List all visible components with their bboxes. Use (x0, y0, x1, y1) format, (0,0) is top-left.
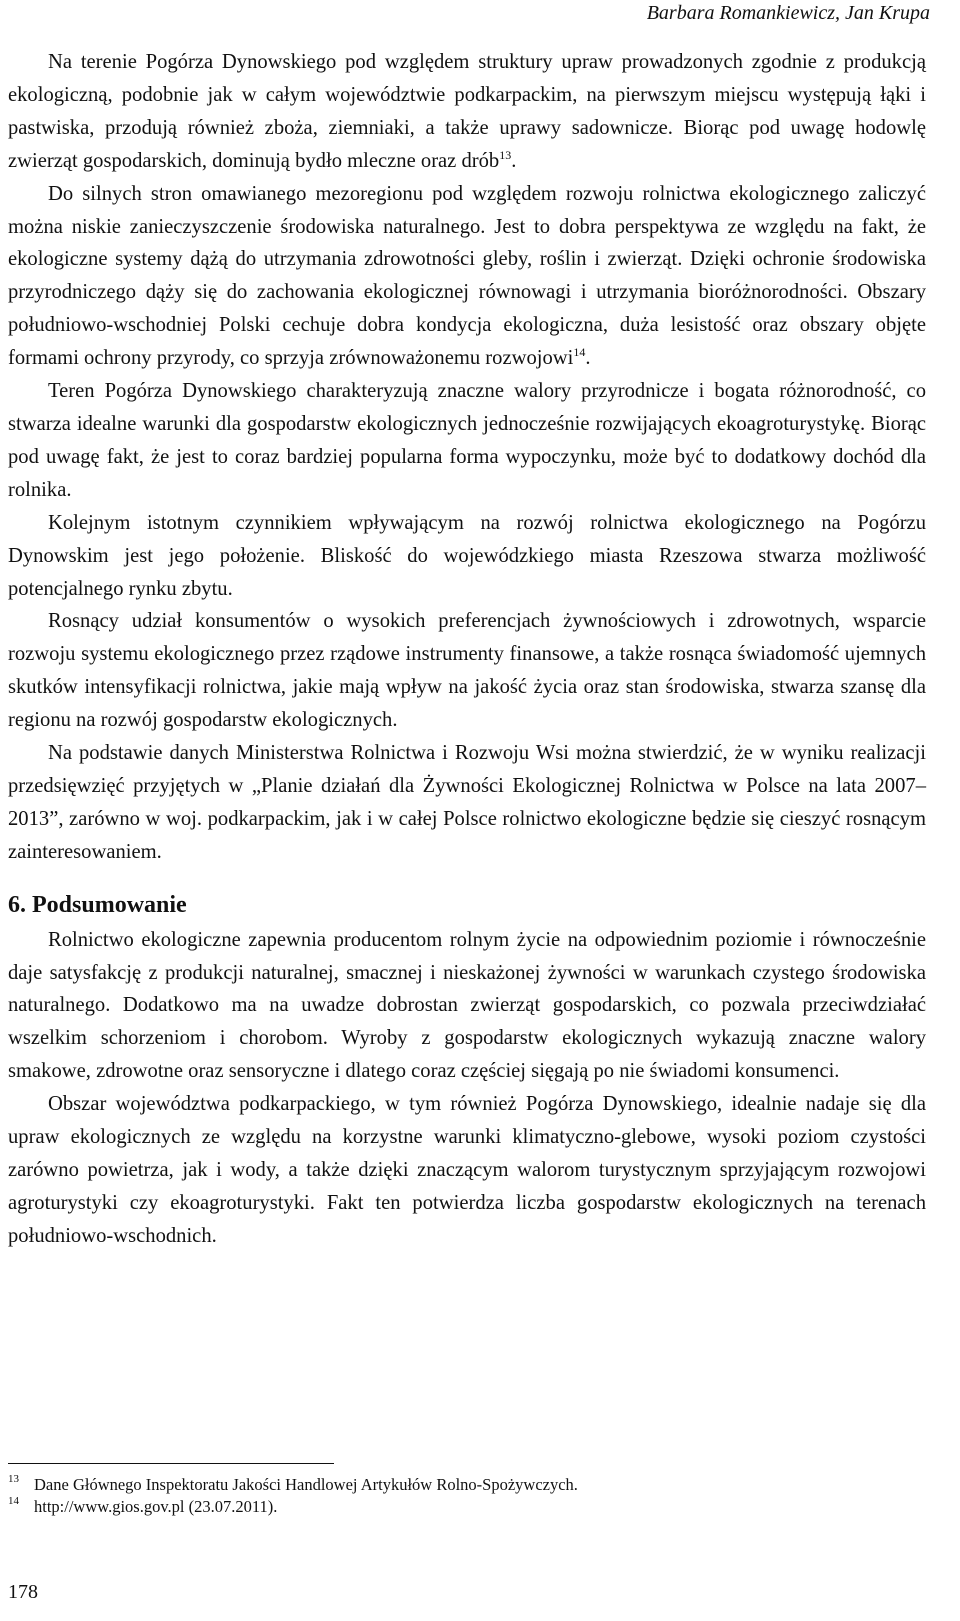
section-number: 6. (8, 891, 26, 918)
paragraph-text: Na terenie Pogórza Dynowskiego pod względem struktury upraw prowadzonych zgodnie z produkcją ekologiczną, podobnie jak w całym województwie podkarpackim, na pierwszym miejscu występują łąki i pastwiska, przodują również zboża, ziemniaki, a także uprawy sadownicze. Biorąc pod uwagę hodowlę zwierząt gospodarskich, dominują bydło mleczne oraz drób (8, 51, 926, 172)
paragraph: Kolejnym istotnym czynnikiem wpływającym na rozwój rolnictwa ekologicznego na Pogórzu Dynowskim jest jego położenie. Bliskość do wojewódzkiego miasta Rzeszowa stwarza możliwość potencjalnego rynku zbytu. (8, 511, 926, 600)
footnote-ref-13[interactable]: 13 (499, 147, 512, 162)
paragraph (8, 178, 926, 375)
footnote-link[interactable]: http://www.gios.gov.pl (23.07.2011). (34, 1497, 278, 1516)
paragraph: Rolnictwo ekologiczne zapewnia producentom rolnym życie na odpowiednim poziomie i równocześnie daje satysfakcję z produkcji naturalnej, smacznej i nieskażonej żywności w warunkach czystego środowiska naturalnego. Dodatkowo ma na uwadze dobrostan zwierząt gospodarskich, co pozwala przeciwdziałać wszelkim schorzeniom i chorobom. Wyroby z gospodarstw ekologicznych wykazują znaczne walory smakowe, zdrowotne oraz sensoryczne i dlatego coraz częściej sięgają po nie świadomi konsumenci. (8, 928, 926, 1083)
footnote-number: 14 (8, 1495, 19, 1507)
footnote-ref-14[interactable]: 14 (573, 345, 586, 360)
article-body (8, 46, 926, 1253)
paragraph: Rosnący udział konsumentów o wysokich preferencjach żywnościowych i zdrowotnych, wsparcie rozwoju systemu ekologicznego przez rządowe instrumenty finansowe, a także rosnąca świadomość ujemnych skutków intensyfikacji rolnictwa, jakie mają wpływ na jakość życia oraz stan środowiska, stwarza szansę dla regionu na rozwój gospodarstw ekologicznych. (8, 610, 926, 732)
paragraph-text-end: . (585, 347, 591, 370)
paragraph-text-end: . (511, 149, 517, 172)
paragraph: Obszar województwa podkarpackiego, w tym również Pogórza Dynowskiego, idealnie nadaje się dla upraw ekologicznych ze względu na korzystne warunki klimatyczno-glebowe, wysoki poziom czystości zarówno powietrza, jak i wody, a także dzięki znaczącym walorom turystycznym sprzyjającym rozwojowi agroturystyki czy ekoagroturystyki. Fakt ten potwierdza liczba gospodarstw ekologicznych na terenach południowo-wschodnich. (8, 1093, 926, 1247)
section-title: Podsumowanie (32, 891, 187, 918)
footnote-13 (8, 1474, 926, 1496)
section-heading (8, 889, 926, 921)
paragraph: Na podstawie danych Ministerstwa Rolnictwa i Rozwoju Wsi można stwierdzić, że w wyniku realizacji przedsięwzięć przyjętych w „Planie działań dla Żywności Ekologicznej Rolnictwa w Polsce na lata 2007–2013”, zarówno w woj. podkarpackim, jak i w całej Polsce rolnictwo ekologiczne będzie się cieszyć rosnącym zainteresowaniem. (8, 742, 926, 863)
paragraph (8, 46, 926, 178)
footnotes (8, 1474, 926, 1518)
footnote-divider (8, 1463, 334, 1464)
paragraph-text: Do silnych stron omawianego mezoregionu pod względem rozwoju rolnictwa ekologicznego zaliczyć można niskie zanieczyszczenie środowiska naturalnego. Jest to dobra perspektywa ze względu na fakt, że ekologiczne systemy dążą do utrzymania zdrowotności gleby, roślin i zwierząt. Dzięki ochronie środowiska przyrodniczego dąży się do zachowania ekologicznej równowagi i utrzymania bioróżnorodności. Obszary południowo-wschodniej Polski cechuje dobra kondycja ekologiczna, duża lesistość oraz obszary objęte formami ochrony przyrody, co sprzyja zrównoważonemu rozwojowi (8, 182, 926, 370)
footnote-number: 13 (8, 1473, 19, 1485)
page-number: 178 (8, 1581, 38, 1603)
footnote-text: Dane Głównego Inspektoratu Jakości Handlowej Artykułów Rolno-Spożywczych. (34, 1475, 578, 1494)
running-header-authors: Barbara Romankiewicz, Jan Krupa (646, 2, 930, 24)
paragraph: Teren Pogórza Dynowskiego charakteryzują znaczne walory przyrodnicze i bogata różnorodność, co stwarza idealne warunki dla gospodarstw ekologicznych jednocześnie rozwijających ekoagroturystykę. Biorąc pod uwagę fakt, że jest to coraz bardziej popularna forma wypoczynku, może być to dodatkowy dochód dla rolnika. (8, 380, 926, 501)
footnote-14 (8, 1496, 926, 1518)
